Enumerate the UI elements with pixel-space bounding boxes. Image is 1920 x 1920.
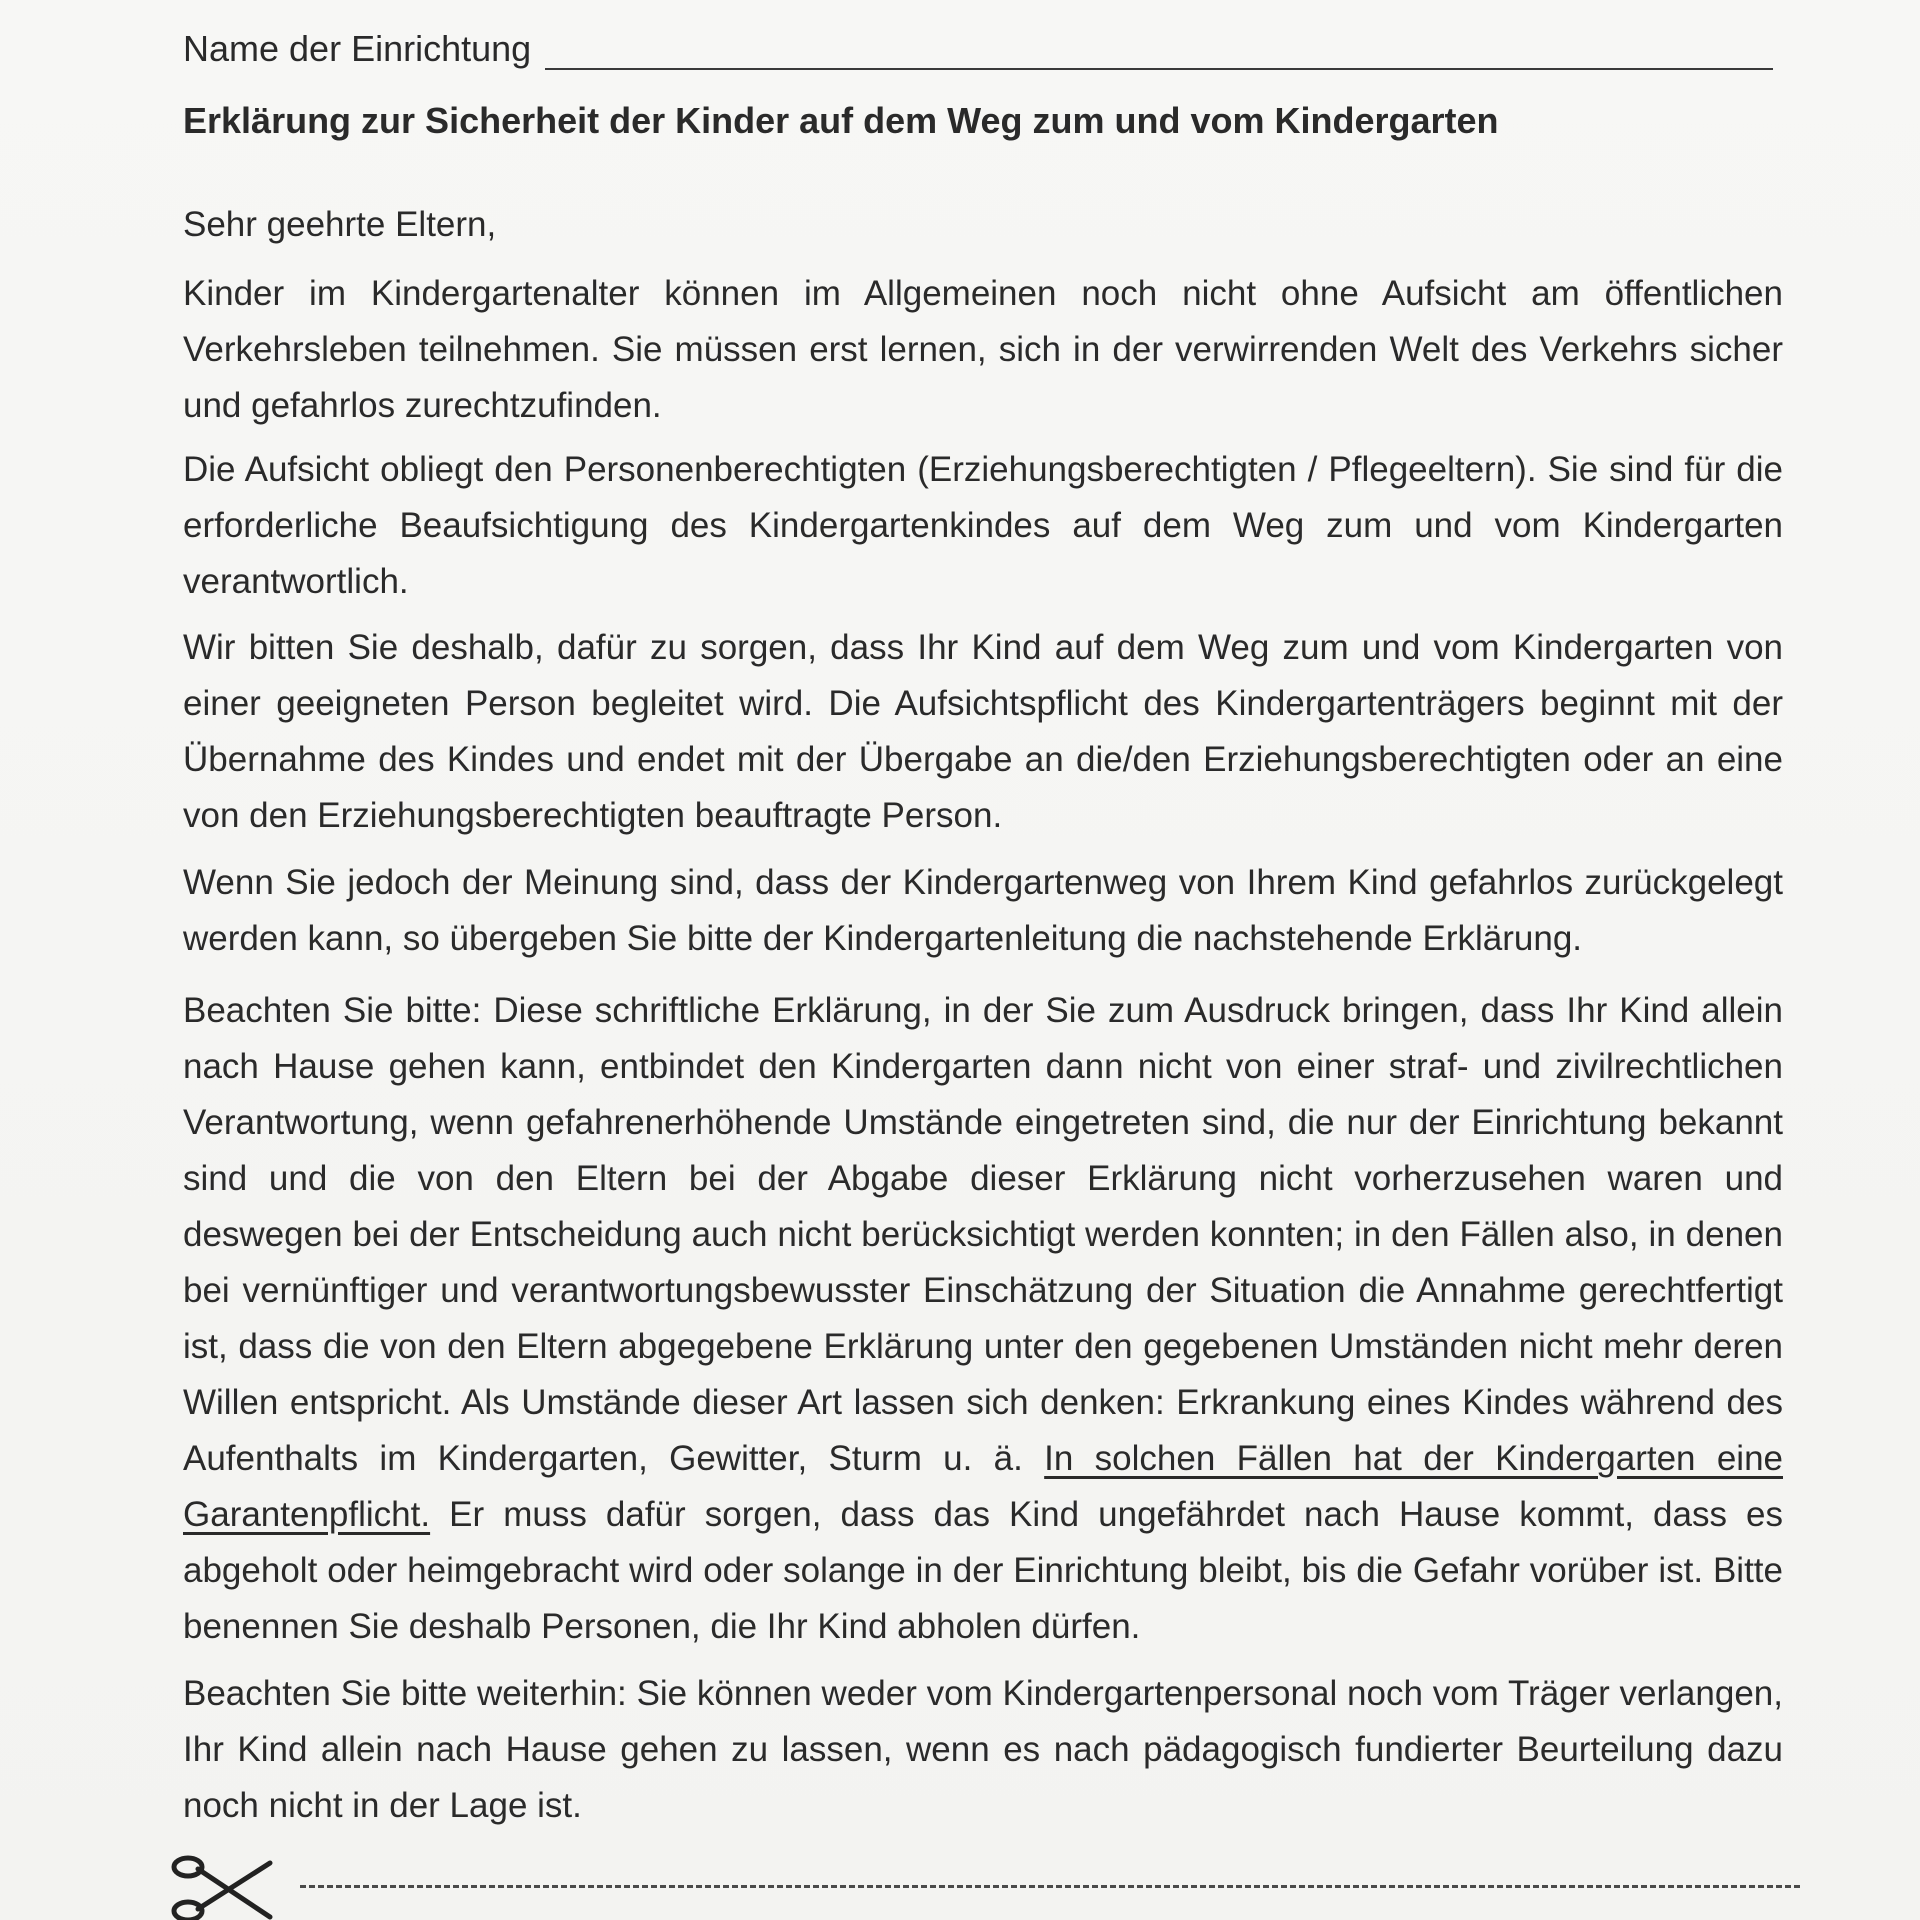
paragraph-3: Wir bitten Sie deshalb, dafür zu sorgen, dass Ihr Kind auf dem Weg zum und vom Kindergarten von einer geeigneten Person begleitet wird. Die Aufsichtspflicht des Kindergartenträgers beginnt mit der Übernahme des Kindes und endet mit der Übergabe an die/den Erziehungsberechtigten oder an eine von den Erziehungsberechtigten beauftragte Person. bbox=[183, 628, 1783, 835]
paragraph-2: Die Aufsicht obliegt den Personenberechtigten (Erziehungsberechtigten / Pflegeeltern). Sie sind für die erforderliche Beaufsichtigung des Kindergartenkindes auf dem Weg zum und vom Kindergarten verantwortlich. bbox=[183, 450, 1783, 601]
salutation: Sehr geehrte Eltern, bbox=[183, 205, 497, 244]
paragraph-5-text-start: Beachten Sie bitte: Diese schriftliche Erklärung, in der Sie zum Ausdruck bringen, dass Ihr Kind allein nach Hause gehen kann, entbindet den Kindergarten dann nicht von einer straf- und zivilrechtlichen Verantwortung, wenn gefahrenerhöhende Umstände eingetreten sind, die nur der Einrichtung bekannt sind und die von den Eltern bei der Abgabe dieser Erklärung nicht vorherzusehen waren und deswegen bei der Entscheidung auch nicht berücksichtigt werden konnten; in den Fällen also, in denen bei vernünftiger und verantwortungsbewusster Einschätzung der Situation die Annahme gerechtfertigt ist, dass die von den Eltern abgegebene Erklärung unter den gegebenen Umständen nicht mehr deren Willen entspricht. Als Umstände dieser Art lassen sich denken: Erkrankung eines Kindes während des Aufenthalts im Kindergarten, Gewitter, Sturm u. ä. bbox=[183, 991, 1783, 1478]
paragraph-5 bbox=[183, 983, 1783, 1655]
facility-name-line bbox=[545, 30, 1773, 70]
document-title: Erklärung zur Sicherheit der Kinder auf dem Weg zum und vom Kindergarten bbox=[183, 100, 1499, 141]
paragraph-6: Beachten Sie bitte weiterhin: Sie können weder vom Kindergartenpersonal noch vom Träger verlangen, Ihr Kind allein nach Hause gehen zu lassen, wenn es nach pädagogisch fundierter Beurteilung dazu noch nicht in der Lage ist. bbox=[183, 1674, 1783, 1825]
cut-line-row bbox=[170, 1855, 1810, 1920]
paragraph-5-text-end: Er muss dafür sorgen, dass das Kind ungefährdet nach Hause kommt, dass es abgeholt oder heimgebracht wird oder solange in der Einrichtung bleibt, bis die Gefahr vorüber ist. Bitte benennen Sie deshalb Personen, die Ihr Kind abholen dürfen. bbox=[183, 1495, 1783, 1646]
facility-name-label: Name der Einrichtung bbox=[183, 28, 532, 69]
paragraph-4: Wenn Sie jedoch der Meinung sind, dass der Kindergartenweg von Ihrem Kind gefahrlos zurückgelegt werden kann, so übergeben Sie bitte der Kindergartenleitung die nachstehende Erklärung. bbox=[183, 863, 1783, 958]
garantenpflicht-underlined-text: In solchen Fällen hat der Kindergarten eine Garantenpflicht. bbox=[183, 1439, 1783, 1534]
facility-name-row bbox=[183, 20, 1773, 70]
dashed-cut-line bbox=[300, 1885, 1800, 1888]
scissors-icon bbox=[170, 1855, 280, 1920]
paragraph-1: Kinder im Kindergartenalter können im Allgemeinen noch nicht ohne Aufsicht am öffentlichen Verkehrsleben teilnehmen. Sie müssen erst lernen, sich in der verwirrenden Welt des Verkehrs sicher und gefahrlos zurechtzufinden. bbox=[183, 274, 1783, 425]
